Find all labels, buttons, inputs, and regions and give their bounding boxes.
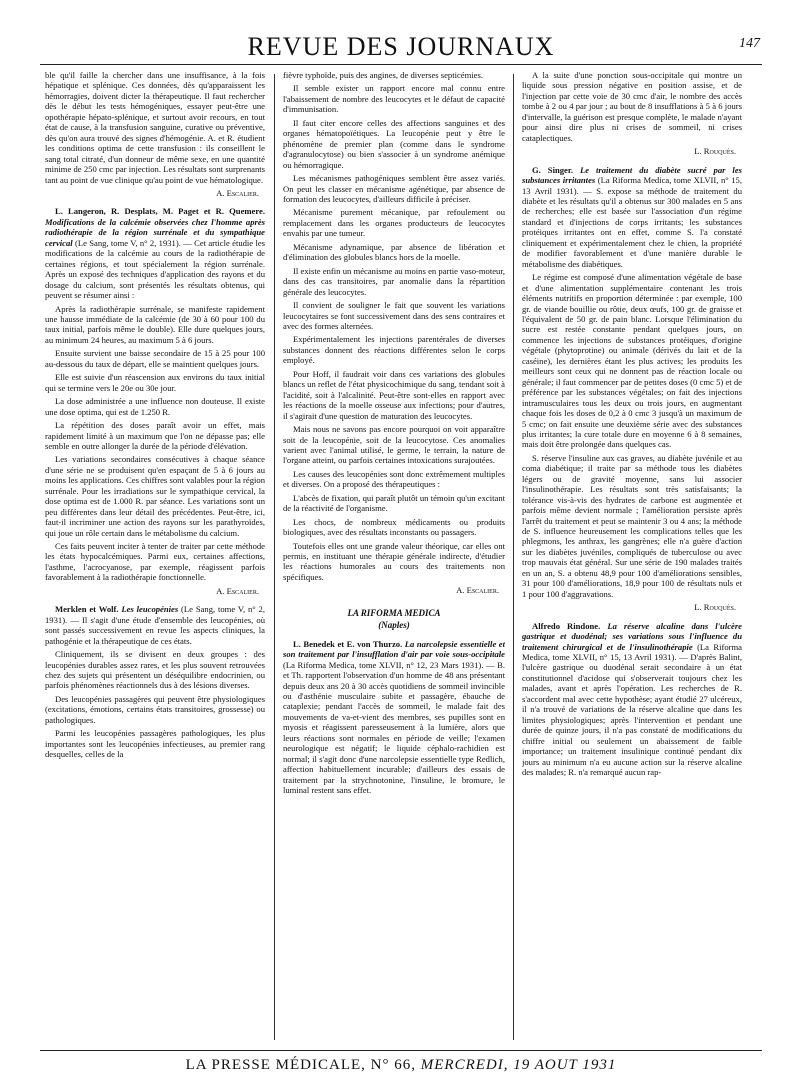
paragraph: Les mécanismes pathogéniques semblent être assez variés. On peut les classer en mécanisme agénétique, par absence de formation des leucocytes, d'ailleurs difficile à préciser. [283, 173, 505, 204]
paragraph: Il convient de souligner le fait que souvent les variations leucocytaires se font successivement dans des sens contraires et avec des formes alternées. [283, 300, 505, 331]
paragraph: Ensuite survient une baisse secondaire de 15 à 25 pour 100 au-dessous du taux de départ, elle se maintient quelques jours. [45, 348, 265, 369]
article-authors: L. Langeron, R. Desplats, M. Paget et R. Quemere. [55, 206, 265, 217]
article-heading [45, 206, 265, 300]
paragraph: Les chocs, de nombreux médicaments ou produits biologiques, avec des résultats inconstants ou passagers. [283, 516, 505, 538]
paragraph: Ces faits peuvent inciter à tenter de traiter par cette méthode les états hypocalcémiques. Parmi eux, certaines affections, l'asthme, l'acrocyanose, par exemple, réagissent parfois favorablement à la radiothérapie fonctionnelle. [45, 541, 265, 583]
article-title: La narcolepsie essentielle et son traitement par l'insufflation d'air par voie sous-occipitale [283, 638, 505, 660]
article-heading [522, 165, 742, 270]
article-title: Les leucopénies [121, 604, 179, 615]
paragraph: Mais nous ne savons pas encore pourquoi on voit apparaître soit de la leucopénie, soit de la leucocytose. Ces anomalies varient avec l'animal utilisé, le germe, le terrain, la nature de l'organe atteint, ou parfois certaines intoxications surajoutées. [283, 424, 505, 466]
paragraph: ble qu'il faille la chercher dans une insuffisance, à la fois hépatique et splénique. Ces données, dès qu'apparaissent les hémorragies, doivent dicter la thérapeutique. Il faut rechercher dès le début les tests hémogéniques, essayer peut-être une opothérapie hépato-splénique, et surtout avoir recours, en tout état de cause, à la transfusion sanguine, curative ou préventive, dès qu'on aura trouvé des signes d'hémogénie. A. et R. étudient les conditions optima de cette transfusion : ils conseillent le sang total citraté, d'un donneur de même sexe, en une quantité minime de 250 cmc par injection. Les résultats sont surprenants tant au point de vue clinique qu'au point de vue hématologique. [45, 70, 265, 185]
column-2 [283, 70, 505, 1058]
paragraph: Mécanisme purement mécanique, par refoulement ou remplacement dans les organes producteurs de leucocytes envahis par une tumeur. [283, 207, 505, 239]
page-number: 147 [739, 36, 760, 51]
article-title: Le traitement du diabète sucré par les substances irritantes [522, 164, 742, 186]
page-header [40, 30, 762, 65]
article-heading [45, 604, 265, 646]
paragraph: Toutefois elles ont une grande valeur théorique, car elles ont permis, en instituant une thérapie générale indirecte, d'étudier les réactions humorales au cours des traitements non spécifiques. [283, 540, 505, 582]
paragraph: Cliniquement, ils se divisent en deux groupes : des leucopénies durables assez rares, et les plus souvent retrouvées chez des sujets qui présentent un déséquilibre endocrinien, ou parfois phénomènes réactionnels dus à des lésions diverses. [45, 649, 265, 691]
signature: A. Escalier. [216, 585, 259, 596]
article-authors: L. Benedek et E. von Thurzo. [293, 638, 403, 649]
column-1 [45, 70, 265, 1058]
signature: A. Escalier. [456, 585, 499, 596]
paragraph: Parmi les leucopénies passagères pathologiques, les plus importantes sont les leucopénies infectieuses, au premier rang desquelles, celles de la [45, 728, 265, 760]
paragraph: Après la radiothérapie surrénale, se manifeste rapidement une hausse immédiate de la calcémie (de 30 à 60 pour 100 du taux initial, parfois même le double). Elle dure quelques jours, au minimum 24 heures, au maximum 5 à 6 jours. [45, 303, 265, 345]
journal-title: REVUE DES JOURNAUX [247, 32, 555, 61]
article-title: La réserve alcaline dans l'ulcère gastrique et duodénal; ses variations sous l'influence du traitement chirurgical et de l'insulinothérapie [522, 620, 742, 652]
paragraph: Les variations secondaires consécutives à chaque séance d'une série ne se produisent qu'en espaçant de 5 à 6 jours au moins les applications. Ces chiffres sont valables pour la région surrénale. Pour les irradiations sur le sympathique cervical, la dose optima est de 1.000 R. par séance. Les variations sont un peu différentes dans leur détail des précédentes. Peut-être, ici, faut-il incriminer une action des rayons sur les parathyroïdes, qui joue un rôle certain dans le métabolisme du calcium. [45, 454, 265, 538]
section-title: LA RIFORMA MEDICA [347, 607, 441, 618]
paragraph: Mécanisme adynamique, par absence de libération et d'élimination des globules blancs hors de la moelle. [283, 241, 505, 263]
paragraph: Il faut citer encore celles des affections sanguines et des organes hématopoïétiques. La leucopénie peut y être le phénomène de premier plan (comme dans le syndrome d'agranulocytose) ou bien s'associer à un syndrome anémique ou hémorragique. [283, 117, 505, 170]
column-divider [274, 74, 275, 1040]
signature: L. Rouquès. [694, 146, 736, 157]
article-heading [522, 621, 742, 778]
paragraph: fièvre typhoïde, puis des angines, de diverses septicémies. [283, 70, 483, 80]
article-reference: (Le Sang, tome V, n° 2, 1931). — Il s'agit d'une étude d'ensemble des leucopénies, où sont passés successivement en revue les aspects cliniques, la pathogénie et la thérapeutique de ces états. [45, 604, 265, 646]
paragraph: Le régime est composé d'une alimentation végétale de base et d'une alimentation supplémentaire contenant les trois éléments nutritifs en proportion déterminée : par exemple, 100 gr. de viande bouillie ou rôtie, deux œufs, 100 gr. de graisse et l'équivalent de 50 gr. de pain blanc. Lorsque l'élimination du sucre est restée constante pendant quelques jours, on commence les injections de substances protéiques, d'origine végétale (phytoprotine) ou animale (dérivés du lait et de la caséine), les dernières étant les plus actives; les produits les meilleurs sont ceux qui ne donnent pas de réaction locale ou générale; il faut commencer par de petites doses (0 cmc 5) et de préférence par les substances végétales; on fait des injections intramusculaires tous les deux ou trois jours, en augmentant chaque fois les doses de 0,2 à 0 cmc 3 jusqu'à un maximum de 5 cmc; on fait ensuite une deuxième série avec des substances plus irritantes; la cure totale dure en moyenne 6 à 8 semaines, mais doit être prolongée dans quelques cas. [522, 272, 742, 450]
article-heading [283, 639, 505, 796]
signature: L. Rouquès. [694, 602, 736, 613]
paragraph: La dose administrée a une influence non douteuse. Il existe une dose optima, qui est de 1.250 R. [45, 396, 265, 417]
paragraph: Expérimentalement les injections parentérales de diverses substances donnent des réactions différentes selon le corps employé. [283, 334, 505, 366]
paragraph: S. réserve l'insuline aux cas graves, au diabète juvénile et au coma diabétique; il traite par sa méthode tous les diabètes légers ou de gravité moyenne, sans lui associer l'insulinothérapie. Les résultats sont très satisfaisants; la tolérance vis-à-vis des hydrates de carbone est augmentée et parfois même devient normale ; l'amélioration persiste après l'arrêt du traitement et peut se maintenir 3 ou 4 ans; la méthode de S. influence heureusement les complications telles que les phlegmons, les anthrax, les gangrènes; elle n'a guère d'action sur les diabètes juvéniles, compliqués de tuberculose ou avec trop mauvais état général. Sur une série de 190 malades traités en un an, S. a obtenu 48,9 pour 100 d'améliorations sensibles, 31 pour 100 d'améliorations, 18,9 pour 100 de résultats nuls et 1 pour 100 d'aggravations. [522, 452, 742, 599]
article-reference: (La Riforma Medica, tome XLVII, n° 15, 13 Avril 1931). — D'après Balint, l'ulcère gastrique ou duodénal serait secondaire à un état constitutionnel d'acidose qui s'observerait toujours chez les malades, avant et après l'opération. Les recherches de R. s'accordent mal avec cette hypothèse; ayant étudié 27 ulcéreux, il n'a trouvé de variations de la réserve alcaline que dans les limites physiologiques; après l'intervention et pendant une durée de quinze jours, il n'a pas constaté de modifications du chiffre initial ou seulement un abaissement de faible importance; un traitement insulinique continué pendant dix jours au minimum n'a eu aucune action sur la réserve alcaline des malades; R. n'a remarqué aucun rap- [522, 641, 742, 777]
paragraph: Il semble exister un rapport encore mal connu entre l'abaissement de nombre des leucocytes et le défaut de capacité d'immunisation. [283, 83, 505, 115]
signature: A. Escalier. [216, 187, 259, 198]
article-reference: (La Riforma Medica, tome XLVII, n° 12, 23 Mars 1931). — B. et Th. rapportent l'observation d'un homme de 48 ans présentant depuis deux ans 20 à 30 accès quotidiens de sommeil invincible ou d'asthénie musculaire subite et passagère, ébauche de cataplexie; pendant l'accès de sommeil, le malade fait des mouvements de va-et-vient des membres, ses pupilles sont en myosis et réagissent paresseusement à la lumière, alors que leurs réactions sont normales en période de veille; l'examen neurologique est négatif; le liquide céphalo-rachidien est normal; il s'agit donc d'une narcolepsie essentielle type Redlich, affection habituellement incurable; d'ailleurs des essais de traitement par la strychnotonine, l'insuline, le bromure, le luminal restent sans effet. [283, 659, 505, 796]
column-divider [513, 74, 514, 1040]
column-3 [522, 70, 742, 1058]
article-reference: (La Riforma Medica, tome XLVII, n° 15, 13 Avril 1931). — S. expose sa méthode de traitement du diabète et les résultats qu'il a obtenus sur 300 malades en 5 ans de recherches; elle est basée sur l'association d'un régime standard et d'injections de corps irritants; les substances protéiques irritantes ont en effet, comme S. l'a constaté cliniquement et expérimentalement chez le chien, la propriété de modifier favorablement et d'une manière durable le métabolisme des diabétiques. [522, 175, 742, 269]
article-title: Modifications de la calcémie observées chez l'homme après radiothérapie de la région surrénale et du sympathique cervical [45, 216, 265, 248]
article-authors: Alfredo Rindone. [532, 620, 601, 631]
section-subtitle: (Naples) [378, 620, 410, 631]
paragraph: Des leucopénies passagères qui peuvent être physiologiques (excitations, émotions, certains états transitoires, grossesse) ou pathologiques. [45, 693, 265, 725]
article-reference: (Le Sang, tome V, n° 2, 1931). — Cet article étudie les modifications de la calcémie au cours de la radiothérapie de certaines régions, et tout spécialement la région surrénale. Après un exposé des techniques d'application des rayons et du dosage du calcium, sont présentés les résultats obtenus, qui peuvent se résumer ainsi : [45, 237, 265, 301]
paragraph: Il existe enfin un mécanisme au moins en partie vaso-moteur, dans des cas transitoires, par anomalie dans la répartition générale des leucocytes. [283, 265, 505, 297]
paragraph: L'abcès de fixation, qui paraît plutôt un témoin qu'un excitant de la réactivité de l'organisme. [283, 492, 505, 514]
paragraph: A la suite d'une ponction sous-occipitale qui montre un liquide sous pression négative en position assise, et de l'injection par cette voie de 30 cmc d'air, le nombre des accès tombe à 2 ou 4 par jour ; au bout de 8 insufflations à 5 à 6 jours d'intervalle, la guérison est presque complète, le malade n'ayant pour ainsi dire plus ni crises de sommeil, ni crises cataplectiques. [522, 70, 742, 143]
paragraph: Les causes des leucopénies sont donc extrêmement multiples et diverses. On a proposé des thérapeutiques : [283, 468, 505, 490]
footer-journal: LA PRESSE MÉDICALE, N° 66, [185, 1057, 416, 1073]
paragraph: Pour Hoff, il faudrait voir dans ces variations des globules blancs un reflet de l'état physicochimique du sang, tendant soit à l'acidité, soit à l'alcalinité. Peut-être sont-elles en rapport avec les réactions de la moelle osseuse aux infections; pour d'autres, il s'agirait d'une question de maturation des leucocytes. [283, 368, 505, 421]
paragraph: Elle est suivie d'un réascension aux environs du taux initial qui se termine vers le 20e ou 30e jour. [45, 372, 265, 393]
footer-date: MERCREDI, 19 AOUT 1931 [420, 1057, 617, 1073]
page-footer [40, 1050, 762, 1079]
article-authors: G. Singer. [532, 164, 574, 175]
article-authors: Merklen et Wolf. [55, 604, 119, 615]
paragraph: La répétition des doses paraît avoir un effet, mais rapidement limité à un maximum que l'on ne dépasse pas; elle semble en outre allonger la durée de la période d'élévation. [45, 420, 265, 451]
